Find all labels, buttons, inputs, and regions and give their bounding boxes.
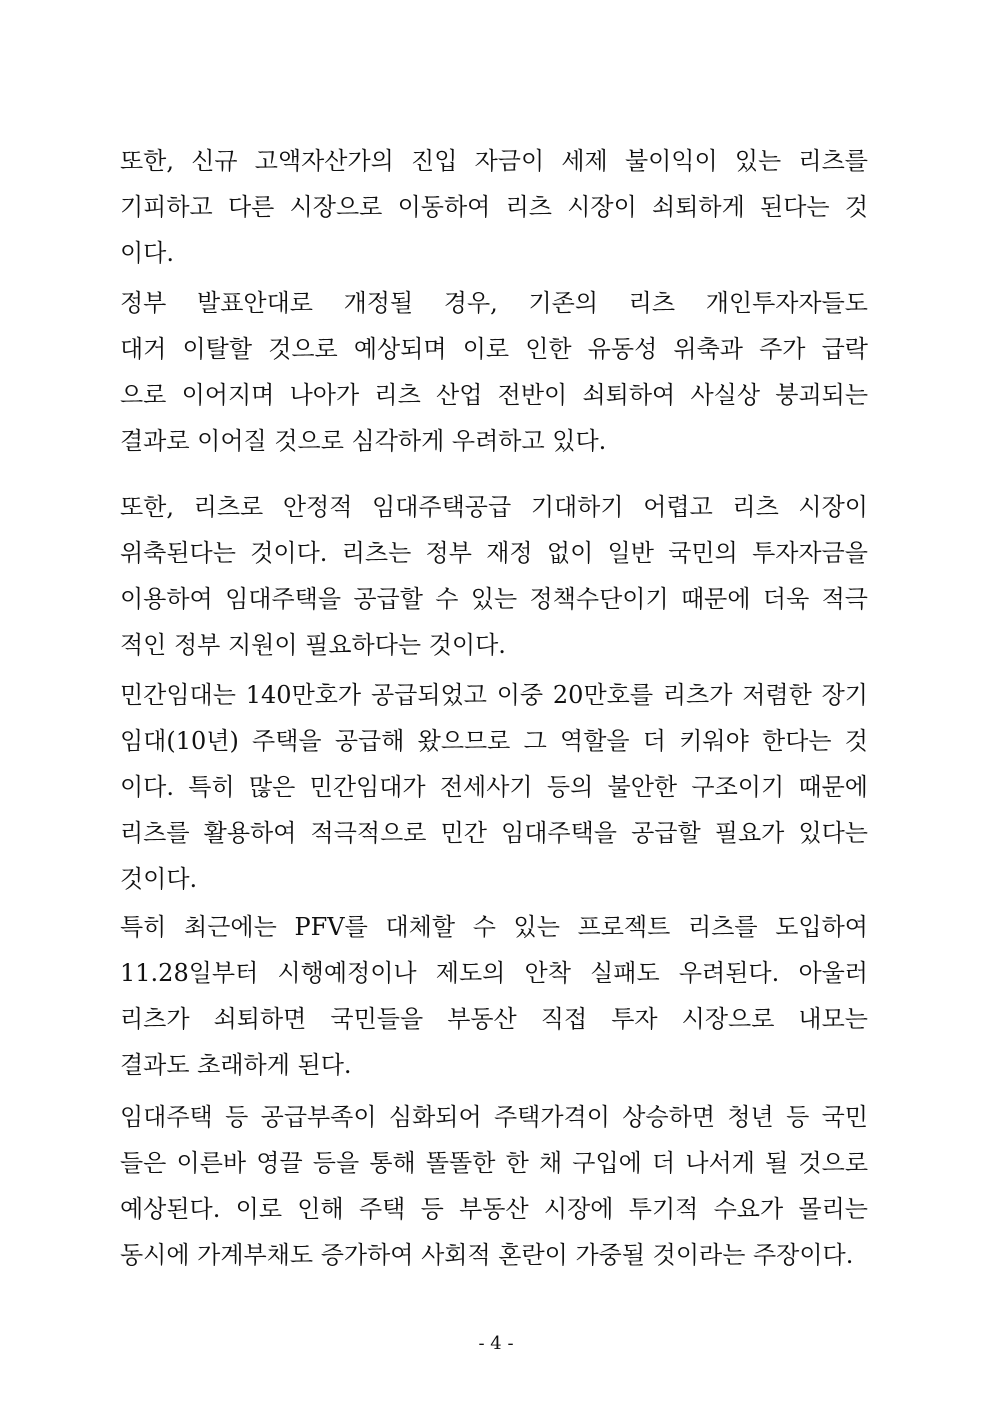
text-line: 이다.	[120, 239, 174, 267]
text-line: 리츠가 쇠퇴하면 국민들을 부동산 직접 투자 시장으로 내모는	[120, 1005, 868, 1033]
text-line: 리츠를 활용하여 적극적으로 민간 임대주택을 공급할 필요가 있다는	[120, 819, 868, 847]
text-line: 위축된다는 것이다. 리츠는 정부 재정 없이 일반 국민의 투자자금을	[120, 539, 868, 567]
text-line: 또한, 리츠로 안정적 임대주택공급 기대하기 어렵고 리츠 시장이	[120, 493, 868, 521]
text-line: 기피하고 다른 시장으로 이동하여 리츠 시장이 쇠퇴하게 된다는 것	[120, 193, 868, 221]
text-line: 동시에 가계부채도 증가하여 사회적 혼란이 가중될 것이라는 주장이다.	[120, 1241, 854, 1269]
paragraph-6	[120, 1094, 868, 1278]
text-line: 것이다.	[120, 865, 198, 893]
text-line: 정부 발표안대로 개정될 경우, 기존의 리츠 개인투자자들도	[120, 289, 868, 317]
paragraph-3	[120, 484, 868, 668]
text-line: 들은 이른바 영끌 등을 통해 똘똘한 한 채 구입에 더 나서게 될 것으로	[120, 1149, 868, 1177]
paragraph-1	[120, 138, 868, 276]
text-line: 또한, 신규 고액자산가의 진입 자금이 세제 불이익이 있는 리츠를	[120, 147, 868, 175]
paragraph-5	[120, 904, 868, 1088]
text-line: 적인 정부 지원이 필요하다는 것이다.	[120, 631, 506, 659]
page-number: - 4 -	[478, 1333, 514, 1354]
text-line: 11.28일부터 시행예정이나 제도의 안착 실패도 우려된다. 아울러	[120, 959, 868, 987]
paragraph-2	[120, 280, 868, 464]
text-line: 임대주택 등 공급부족이 심화되어 주택가격이 상승하면 청년 등 국민	[120, 1103, 868, 1131]
text-line: 특히 최근에는 PFV를 대체할 수 있는 프로젝트 리츠를 도입하여	[120, 913, 868, 941]
text-line: 결과도 초래하게 된다.	[120, 1051, 352, 1079]
text-line: 예상된다. 이로 인해 주택 등 부동산 시장에 투기적 수요가 몰리는	[120, 1195, 868, 1223]
text-line: 이다. 특히 많은 민간임대가 전세사기 등의 불안한 구조이기 때문에	[120, 773, 868, 801]
text-line: 대거 이탈할 것으로 예상되며 이로 인한 유동성 위축과 주가 급락	[120, 335, 868, 363]
text-line: 결과로 이어질 것으로 심각하게 우려하고 있다.	[120, 427, 607, 455]
text-line: 민간임대는 140만호가 공급되었고 이중 20만호를 리츠가 저렴한 장기	[120, 681, 868, 709]
text-line: 임대(10년) 주택을 공급해 왔으므로 그 역할을 더 키워야 한다는 것	[120, 727, 868, 755]
paragraph-4	[120, 672, 868, 902]
text-line: 이용하여 임대주택을 공급할 수 있는 정책수단이기 때문에 더욱 적극	[120, 585, 868, 613]
text-line: 으로 이어지며 나아가 리츠 산업 전반이 쇠퇴하여 사실상 붕괴되는	[120, 381, 868, 409]
